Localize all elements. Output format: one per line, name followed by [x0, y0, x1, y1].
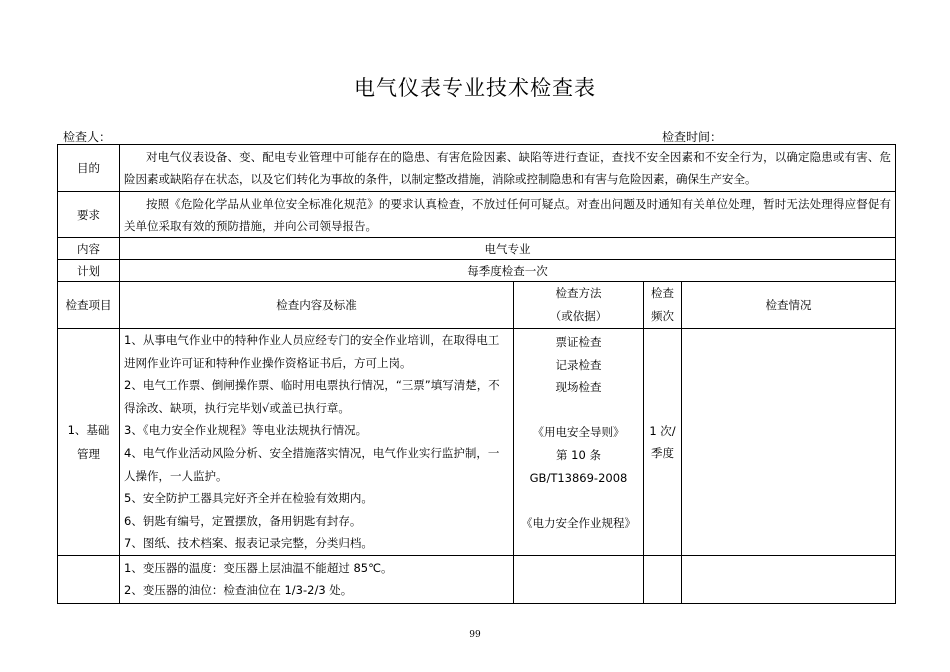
standard-item: 6、钥匙有编号，定置摆放，备用钥匙有封存。 [124, 513, 362, 528]
standard-item: 3、《电力安全作业规程》等电业法规执行情况。 [124, 423, 368, 438]
table-row [58, 555, 896, 603]
plan-row [58, 260, 896, 282]
result-cell[interactable] [682, 329, 896, 556]
plan-label: 计划 [58, 260, 120, 282]
plan-value: 每季度检查一次 [120, 260, 896, 282]
method-item: 《用电安全导则》 [532, 425, 625, 440]
purpose-text: 对电气仪表设备、变、配电专业管理中可能存在的隐患、有害危险因素、缺陷等进行查证，查找不安全因素和不安全行为，以确定隐患或有害、危险因素或缺陷存在状态，以及它们转化为事故的条件，以制定整改措施，消除或控制隐患和有害与危险因素，确保生产安全。 [120, 145, 896, 192]
requirement-row [58, 192, 896, 238]
method-item: GB/T13869-2008 [529, 470, 628, 485]
inspection-table [57, 144, 896, 604]
category-line2: 管理 [77, 446, 100, 461]
standards-cell [120, 555, 514, 603]
document-title: 电气仪表专业技术检查表 [354, 76, 596, 100]
result-cell[interactable] [682, 555, 896, 603]
col-header-standard: 检查内容及标准 [120, 282, 514, 329]
page-number: 99 [469, 630, 481, 640]
col-header-method-line1: 检查方法 [555, 286, 602, 301]
standard-item: 7、图纸、技术档案、报表记录完整，分类归档。 [124, 536, 373, 551]
col-header-frequency [644, 282, 682, 329]
category-cell [58, 555, 120, 603]
method-item [518, 489, 639, 512]
purpose-label: 目的 [58, 145, 120, 192]
standard-item: 2、变压器的油位：检查油位在 1/3-2/3 处。 [124, 583, 353, 598]
frequency-line2: 季度 [651, 445, 674, 460]
col-header-method [514, 282, 644, 329]
col-header-item: 检查项目 [58, 282, 120, 329]
requirement-label: 要求 [58, 192, 120, 238]
methods-cell [514, 329, 644, 556]
method-item: 现场检查 [555, 380, 602, 395]
column-header-row [58, 282, 896, 329]
standard-item: 2、电气工作票、倒闸操作票、临时用电票执行情况，“三票”填写清楚，不得涂改、缺项，执行完毕划√或盖已执行章。 [124, 378, 500, 415]
standard-item: 5、安全防护工器具完好齐全并在检验有效期内。 [124, 491, 373, 506]
content-label: 内容 [58, 238, 120, 260]
col-header-result: 检查情况 [682, 282, 896, 329]
content-row [58, 238, 896, 260]
standard-item: 1、变压器的温度：变压器上层油温不能超过 85℃。 [124, 560, 393, 575]
requirement-text: 按照《危险化学品从业单位安全标准化规范》的要求认真检查，不放过任何可疑点。对查出问题及时通知有关单位处理，暂时无法处理得应督促有关单位采取有效的预防措施，并向公司领导报告。 [120, 192, 896, 238]
category-line1: 1、基础 [67, 422, 110, 437]
standard-item: 1、从事电气作业中的特种作业人员应经专门的安全作业培训，在取得电工进网作业许可证和特种作业操作资格证书后，方可上岗。 [124, 333, 500, 370]
standards-cell [120, 329, 514, 556]
frequency-line1: 1 次/ [649, 423, 676, 438]
content-value: 电气专业 [120, 238, 896, 260]
col-header-frequency-line1: 检查 [651, 286, 674, 301]
method-item: 《电力安全作业规程》 [521, 515, 636, 530]
inspector-label: 检查人： [63, 130, 112, 144]
method-item: 第 10 条 [556, 447, 601, 462]
methods-cell [514, 555, 644, 603]
method-item: 记录检查 [555, 357, 602, 372]
category-cell [58, 329, 120, 556]
table-row [58, 329, 896, 556]
purpose-row [58, 145, 896, 192]
col-header-method-line2: （或依据） [549, 309, 608, 323]
col-header-frequency-line2: 频次 [651, 309, 674, 323]
standard-item: 4、电气作业活动风险分析、安全措施落实情况，电气作业实行监护制，一人操作，一人监护。 [124, 445, 500, 483]
method-item [518, 399, 639, 422]
frequency-cell [644, 329, 682, 556]
inspection-time-label: 检查时间： [662, 130, 723, 144]
method-item: 票证检查 [555, 335, 602, 349]
frequency-cell [644, 555, 682, 603]
